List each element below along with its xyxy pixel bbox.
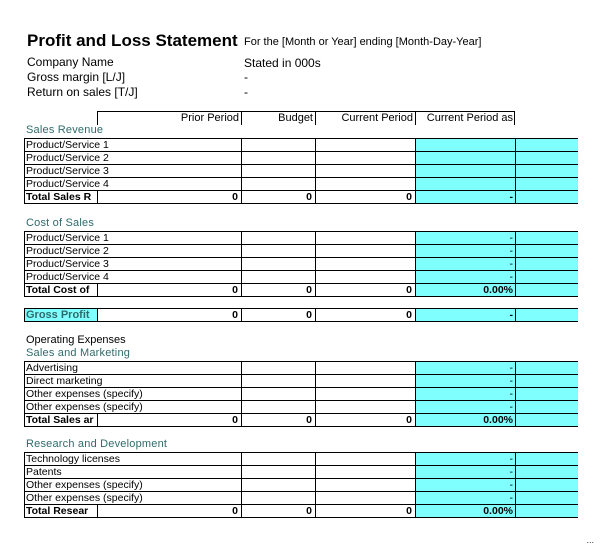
gross-profit-col-rule [515, 308, 516, 321]
prior-period-cell[interactable]: 0 [232, 191, 238, 203]
row-label: Product/Service 4 [26, 178, 109, 190]
current-period-cell[interactable] [316, 375, 412, 388]
current-period-cell[interactable] [316, 271, 412, 284]
current-period-pct-cell: - [509, 375, 513, 387]
prior-period-cell[interactable] [98, 152, 238, 165]
sales-marketing-col-rule [515, 361, 516, 426]
prior-period-cell[interactable] [98, 401, 238, 414]
row-label: Product/Service 4 [26, 271, 109, 283]
current-period-pct-cell: - [509, 245, 513, 257]
current-period-cell[interactable] [316, 165, 412, 178]
return-on-sales-label: Return on sales [T/J] [27, 85, 138, 99]
current-period-pct-cell: - [509, 479, 513, 491]
section-title-sales-revenue: Sales Revenue [26, 124, 104, 136]
section-title-cost-of-sales: Cost of Sales [26, 217, 95, 229]
row-label: Patents [26, 466, 62, 478]
prior-period-cell[interactable]: 0 [232, 414, 238, 426]
sales-revenue-col-rule [515, 138, 516, 203]
row-label: Technology licenses [26, 453, 120, 465]
current-period-pct-cell [416, 165, 513, 178]
budget-cell[interactable]: 0 [306, 414, 312, 426]
current-period-cell[interactable] [316, 479, 412, 492]
prior-period-cell[interactable] [98, 178, 238, 191]
column-header-current: Current Period [341, 112, 413, 124]
row-label: Other expenses (specify) [26, 388, 143, 400]
column-header-prior: Prior Period [180, 112, 239, 124]
budget-cell[interactable]: 0 [306, 309, 312, 321]
prior-period-cell[interactable] [98, 375, 238, 388]
return-on-sales-value: - [244, 85, 248, 99]
current-period-pct-cell: - [509, 492, 513, 504]
gross-profit-col-rule [24, 308, 25, 321]
row-label: Total Cost of [26, 284, 90, 296]
prior-period-cell[interactable] [98, 453, 238, 466]
row-label: Total Sales ar [26, 414, 94, 426]
current-period-pct-cell: - [509, 232, 513, 244]
budget-cell[interactable]: 0 [306, 191, 312, 203]
column-header-current-pct: Current Period as [426, 112, 513, 124]
current-period-cell[interactable] [316, 258, 412, 271]
budget-cell[interactable] [242, 165, 312, 178]
current-period-pct-cell [416, 178, 513, 191]
budget-cell[interactable]: 0 [306, 284, 312, 296]
prior-period-cell[interactable]: 0 [232, 284, 238, 296]
budget-cell[interactable]: 0 [306, 505, 312, 517]
current-period-cell[interactable] [316, 178, 412, 191]
page-title: Profit and Loss Statement [27, 31, 238, 50]
current-period-pct-cell: - [509, 362, 513, 374]
budget-cell[interactable] [242, 375, 312, 388]
current-period-cell[interactable] [316, 362, 412, 375]
company-label: Company Name [27, 55, 114, 69]
prior-period-cell[interactable]: 0 [232, 309, 238, 321]
section-title-research-development: Research and Development [26, 438, 168, 450]
current-period-pct-cell: - [509, 258, 513, 270]
prior-period-cell[interactable] [98, 258, 238, 271]
current-period-pct-cell [416, 152, 513, 165]
research-development-col-rule [515, 452, 516, 517]
cost-of-sales-col-rule [24, 231, 25, 296]
current-period-pct-cell: - [509, 309, 513, 321]
current-period-cell[interactable] [316, 388, 412, 401]
current-period-pct-cell: - [509, 453, 513, 465]
row-label: Advertising [26, 362, 78, 374]
header-divider [514, 111, 515, 125]
budget-cell[interactable] [242, 388, 312, 401]
current-period-cell[interactable] [316, 245, 412, 258]
current-period-cell[interactable]: 0 [406, 191, 412, 203]
column-header-budget: Budget [278, 112, 313, 124]
row-label: Total Sales R [26, 191, 92, 203]
current-period-pct-cell [416, 139, 513, 152]
prior-period-cell[interactable] [98, 466, 238, 479]
row-label: Product/Service 3 [26, 258, 109, 270]
current-period-cell[interactable] [316, 453, 412, 466]
budget-cell[interactable] [242, 139, 312, 152]
more-indicator: ... [586, 535, 594, 545]
row-label: Gross Profit [26, 309, 90, 321]
current-period-cell[interactable] [316, 466, 412, 479]
research-development-col-rule [24, 452, 25, 517]
prior-period-cell[interactable] [98, 492, 238, 505]
current-period-cell[interactable] [316, 232, 412, 245]
current-period-pct-cell: 0.00% [483, 284, 513, 296]
prior-period-cell[interactable] [98, 245, 238, 258]
row-label: Product/Service 1 [26, 232, 109, 244]
prior-period-cell[interactable] [98, 479, 238, 492]
budget-cell[interactable] [242, 245, 312, 258]
budget-cell[interactable] [242, 232, 312, 245]
prior-period-cell[interactable] [98, 139, 238, 152]
current-period-pct-cell: - [509, 388, 513, 400]
sales-marketing-col-rule [24, 361, 25, 426]
prior-period-cell[interactable]: 0 [232, 505, 238, 517]
current-period-pct-cell: - [509, 401, 513, 413]
section-title-sales-marketing: Sales and Marketing [26, 347, 131, 359]
section-title-operating-expenses: Operating Expenses [26, 334, 126, 346]
current-period-pct-cell: 0.00% [483, 505, 513, 517]
prior-period-cell[interactable] [98, 388, 238, 401]
budget-cell[interactable] [242, 466, 312, 479]
current-period-cell[interactable] [316, 139, 412, 152]
budget-cell[interactable] [242, 453, 312, 466]
row-label: Other expenses (specify) [26, 401, 143, 413]
prior-period-cell[interactable] [98, 271, 238, 284]
prior-period-cell[interactable] [98, 362, 238, 375]
current-period-cell[interactable] [316, 152, 412, 165]
budget-cell[interactable] [242, 152, 312, 165]
current-period-cell[interactable] [316, 492, 412, 505]
budget-cell[interactable] [242, 178, 312, 191]
current-period-pct-cell: - [509, 191, 513, 203]
prior-period-cell[interactable] [98, 165, 238, 178]
sales-revenue-col-rule [24, 138, 25, 203]
row-label: Direct marketing [26, 375, 103, 387]
current-period-cell[interactable]: 0 [406, 309, 412, 321]
current-period-pct-cell: - [509, 271, 513, 283]
gross-margin-label: Gross margin [L/J] [27, 70, 126, 84]
budget-cell[interactable] [242, 479, 312, 492]
budget-cell[interactable] [242, 492, 312, 505]
page-subtitle: For the [Month or Year] ending [Month-Day-Year] [244, 36, 482, 48]
current-period-pct-cell: 0.00% [483, 414, 513, 426]
row-label: Other expenses (specify) [26, 479, 143, 491]
budget-cell[interactable] [242, 258, 312, 271]
current-period-cell[interactable]: 0 [406, 414, 412, 426]
budget-cell[interactable] [242, 401, 312, 414]
prior-period-cell[interactable] [98, 232, 238, 245]
row-label: Product/Service 2 [26, 152, 109, 164]
current-period-pct-cell: - [509, 466, 513, 478]
row-label: Total Resear [26, 505, 89, 517]
row-label: Product/Service 1 [26, 139, 109, 151]
row-label: Other expenses (specify) [26, 492, 143, 504]
current-period-cell[interactable]: 0 [406, 284, 412, 296]
row-label: Product/Service 3 [26, 165, 109, 177]
gross-margin-value: - [244, 70, 248, 84]
current-period-cell[interactable]: 0 [406, 505, 412, 517]
current-period-cell[interactable] [316, 401, 412, 414]
row-label: Product/Service 2 [26, 245, 109, 257]
cost-of-sales-col-rule [515, 231, 516, 296]
company-value: Stated in 000s [244, 56, 321, 70]
budget-cell[interactable] [242, 362, 312, 375]
budget-cell[interactable] [242, 271, 312, 284]
